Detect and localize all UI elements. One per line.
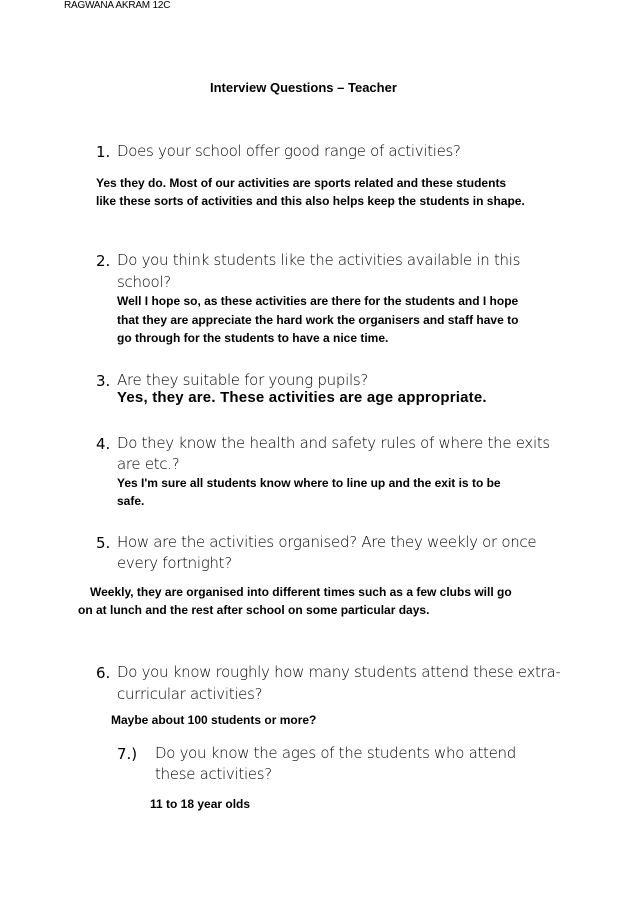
question-text: these activities? [155,765,272,783]
question-text: every fortnight? [117,554,232,572]
document-title: Interview Questions – Teacher [210,80,397,95]
answer-text: safe. [117,494,145,508]
question-number: 7.) [117,745,138,763]
question-text: Do you know roughly how many students attend these extra- [117,663,561,681]
answer-text: go through for the students to have a nice time. [117,331,389,345]
answer-text: Yes I'm sure all students know where to line up and the exit is to be [117,476,501,490]
question-text: school? [117,273,171,291]
question-text: curricular activities? [117,685,263,703]
question-text: How are the activities organised? Are they weekly or once [117,533,537,551]
question-number: 3. [96,372,111,390]
answer-text: Well I hope so, as these activities are there for the students and I hope [117,294,519,308]
question-text: Do you think students like the activities available in this [117,251,521,269]
question-text: Are they suitable for young pupils? [117,371,368,389]
question-number: 1. [96,143,111,161]
question-number: 5. [96,534,111,552]
answer-text: Yes, they are. These activities are age appropriate. [117,389,487,406]
question-text: Do you know the ages of the students who attend [155,744,516,762]
answer-text: Weekly, they are organised into different times such as a few clubs will go [90,585,512,599]
document-header: RAGWANA AKRAM 12C [64,0,171,11]
question-text: are etc.? [117,455,180,473]
question-text: Does your school offer good range of activities? [117,142,461,160]
question-number: 6. [96,664,111,682]
question-text: Do they know the health and safety rules of where the exits [117,434,550,452]
answer-text: like these sorts of activities and this also helps keep the students in shape. [96,194,525,208]
answer-text: on at lunch and the rest after school on some particular days. [78,603,430,617]
answer-text: 11 to 18 year olds [150,797,251,811]
answer-text: Yes they do. Most of our activities are sports related and these students [96,176,507,190]
question-number: 4. [96,435,111,453]
answer-text: that they are appreciate the hard work the organisers and staff have to [117,313,519,327]
question-number: 2. [96,252,111,270]
answer-text: Maybe about 100 students or more? [111,713,317,727]
